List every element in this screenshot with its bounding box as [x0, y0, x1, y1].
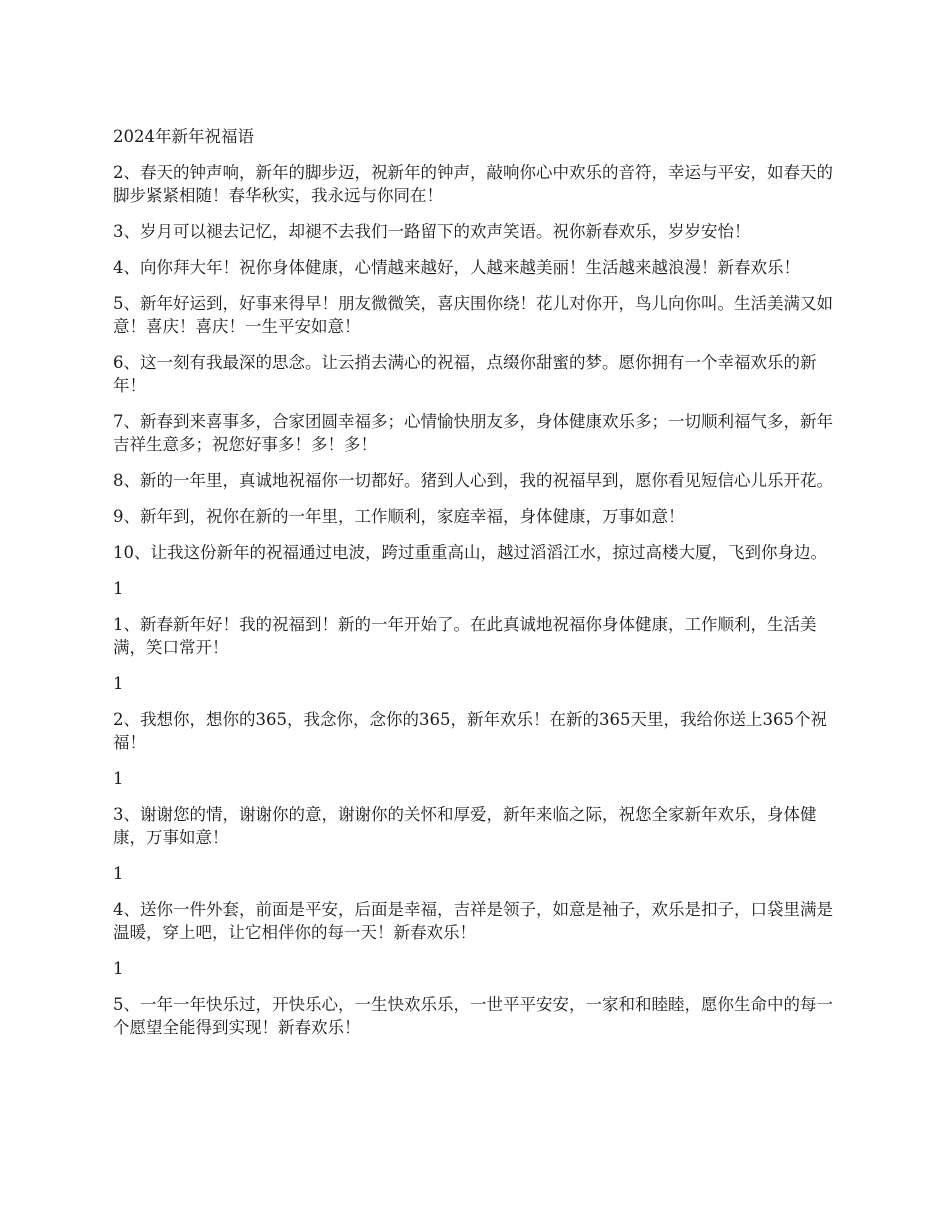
- paragraph: 9、新年到，祝你在新的一年里，工作顺利，家庭幸福，身体健康，万事如意！: [113, 507, 685, 526]
- paragraph: 2、我想你，想你的365，我念你，念你的365，新年欢乐！在新的365天里，我给你送上365个祝福！: [113, 710, 827, 752]
- section-number: 1: [113, 959, 124, 978]
- paragraph: 7、新春到来喜事多，合家团圆幸福多；心情愉快朋友多，身体健康欢乐多；一切顺利福气多，新年吉祥生意多；祝您好事多！多！多！: [113, 412, 833, 454]
- paragraph: 5、一年一年快乐过，开快乐心，一生快欢乐乐，一世平平安安，一家和和睦睦，愿你生命中的每一个愿望全能得到实现！新春欢乐！: [113, 995, 833, 1037]
- paragraph: 5、新年好运到，好事来得早！朋友微微笑，喜庆围你绕！花儿对你开，鸟儿向你叫。生活美满又如意！喜庆！喜庆！一生平安如意！: [113, 294, 833, 336]
- paragraph: 1、新春新年好！我的祝福到！新的一年开始了。在此真诚地祝福你身体健康，工作顺利，生活美满，笑口常开！: [113, 615, 817, 657]
- paragraph: 3、岁月可以褪去记忆，却褪不去我们一路留下的欢声笑语。祝你新春欢乐，岁岁安怡！: [113, 222, 751, 241]
- section-number: 1: [113, 769, 124, 788]
- section-number: 1: [113, 864, 124, 883]
- paragraph: 4、向你拜大年！祝你身体健康，心情越来越好，人越来越美丽！生活越来越浪漫！新春欢乐！: [113, 258, 800, 277]
- paragraph: 8、新的一年里，真诚地祝福你一切都好。猪到人心到，我的祝福早到，愿你看见短信心儿乐开花。: [113, 471, 833, 490]
- paragraph: 10、让我这份新年的祝福通过电波，跨过重重高山，越过滔滔江水，掠过高楼大厦，飞到你身边。: [113, 543, 827, 562]
- section-number: 1: [113, 674, 124, 693]
- document-body: [113, 125, 838, 1052]
- document-title: 2024年新年祝福语: [113, 127, 254, 146]
- paragraph: 6、这一刻有我最深的思念。让云捎去满心的祝福，点缀你甜蜜的梦。愿你拥有一个幸福欢乐的新年！: [113, 353, 817, 395]
- paragraph: 3、谢谢您的情，谢谢你的意，谢谢你的关怀和厚爱，新年来临之际，祝您全家新年欢乐，身体健康，万事如意！: [113, 805, 817, 847]
- paragraph: 4、送你一件外套，前面是平安，后面是幸福，吉祥是领子，如意是袖子，欢乐是扣子，口袋里满是温暖，穿上吧，让它相伴你的每一天！新春欢乐！: [113, 900, 833, 942]
- paragraph: 2、春天的钟声响，新年的脚步迈，祝新年的钟声，敲响你心中欢乐的音符，幸运与平安，如春天的脚步紧紧相随！春华秋实，我永远与你同在！: [113, 163, 833, 205]
- section-number: 1: [113, 579, 124, 598]
